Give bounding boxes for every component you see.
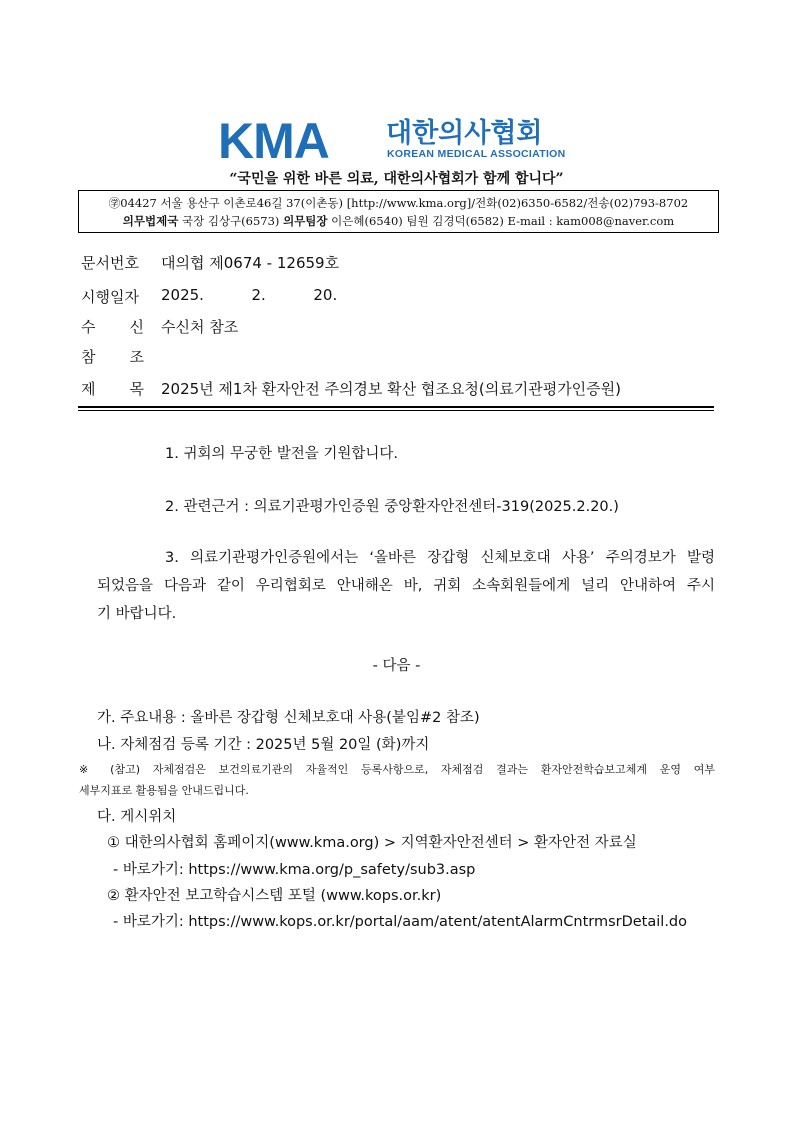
header-rule-thin [78,410,714,411]
contact-box [78,190,719,233]
contact-dept-legal: 의무법제국 [122,214,179,228]
date-month: 2. [251,286,266,304]
body-item-3-line-1: 3. 의료기관평가인증원에서는 ‘올바른 장갑형 신체보호대 사용’ 주의경보가 발령 [165,550,715,566]
doc-number-label: 문서번호 [81,254,139,272]
kma-logo [218,116,578,162]
contact-address-line: ㊫04427 서울 용산구 이촌로46길 37(이촌동) [http://www.kma.org]/전화(02)6350-6582/전송(02)793-8702 [108,196,689,210]
slogan: “국민을 위한 바른 의료, 대한의사협회가 함께 합니다” [229,171,564,187]
logo-letters: KMA [218,116,329,162]
location-2: ② 환자안전 보고학습시스템 포털 (www.kops.or.kr) [107,888,442,904]
recipient: 수신처 참조 [161,318,239,336]
date-year: 2025. [161,286,204,304]
reference-label-a: 참 [81,348,96,366]
subject-label [81,378,144,399]
date-value [161,286,337,304]
item-da: 다. 게시위치 [97,809,177,825]
body-item-3-line-3: 기 바랍니다. [97,606,177,622]
note-line-2: 세부지표로 활용됨을 안내드립니다. [79,784,249,797]
location-1: ① 대한의사협회 홈페이지(www.kma.org) > 지역환자안전센터 > 환자안전 자료실 [107,835,637,851]
contact-staff-line [79,213,718,229]
location-2-link[interactable]: - 바로가기: https://www.kops.or.kr/portal/aam/atent/atentAlarmCntrmsrDetail.do [113,914,687,930]
reference-label [81,346,144,367]
subject: 2025년 제1차 환자안전 주의경보 확산 협조요청(의료기관평가인증원) [161,380,622,398]
header-rule-thick [78,406,714,408]
org-name-ko: 대한의사협회 [386,118,543,149]
body-item-1: 1. 귀회의 무궁한 발전을 기원합니다. [165,446,398,462]
body-item-3-line-2: 되었음을 다음과 같이 우리협회로 안내해온 바, 귀회 소속회원들에게 널리 안내하여 주시 [97,578,715,594]
recipient-label-a: 수 [81,318,96,336]
note-line-1: ※ (참고) 자체점검은 보건의료기관의 자율적인 등록사항으로, 자체점검 결과는 환자안전학습보고체계 운영 여부 [79,763,715,776]
next-heading: - 다음 - [372,658,421,674]
recipient-label [81,316,144,337]
doc-number: 대의협 제0674 - 12659호 [161,254,340,272]
org-name-en: KOREAN MEDICAL ASSOCIATION [387,148,566,160]
subject-label-a: 제 [81,380,96,398]
contact-director: 국장 김상구(6573) [178,214,284,228]
subject-label-b: 목 [129,380,144,398]
recipient-label-b: 신 [129,318,144,336]
item-ga: 가. 주요내용 : 올바른 장갑형 신체보호대 사용(붙임#2 참조) [97,710,480,726]
reference-label-b: 조 [129,348,144,366]
contact-team-staff: 이은혜(6540) 팀원 김경덕(6582) E-mail : kam008@naver.com [327,214,675,228]
body-item-2: 2. 관련근거 : 의료기관평가인증원 중앙환자안전센터-319(2025.2.20.) [165,499,619,515]
contact-dept-team: 의무팀장 [283,214,328,228]
location-1-link[interactable]: - 바로가기: https://www.kma.org/p_safety/sub3.asp [113,862,476,878]
date-day: 20. [313,286,338,304]
item-na: 나. 자체점검 등록 기간 : 2025년 5월 20일 (화)까지 [97,737,430,753]
date-label: 시행일자 [81,288,139,306]
